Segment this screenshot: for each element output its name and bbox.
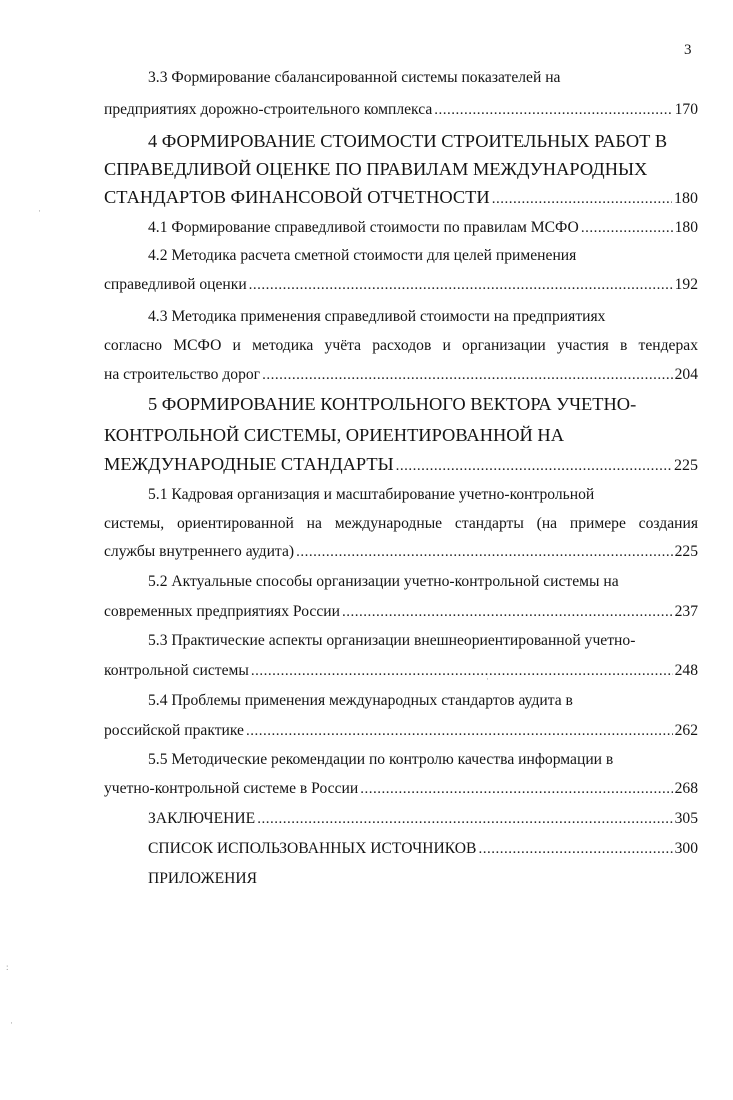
- toc-entry-conclusion: [148, 804, 698, 833]
- toc-leader-dots: [492, 185, 672, 214]
- toc-entry-4-2-line1: 4.2 Методика расчета сметной стоимости для целей применения: [148, 247, 577, 264]
- toc-leader-dots: [342, 598, 673, 627]
- toc-entry-5-1-line3: [104, 537, 698, 566]
- toc-chapter-5-line1: 5 ФОРМИРОВАНИЕ КОНТРОЛЬНОГО ВЕКТОРА УЧЕТНО-: [148, 394, 637, 414]
- toc-entry-4-3-line1: 4.3 Методика применения справедливой стоимости на предприятиях: [148, 308, 606, 325]
- toc-chapter-4-line3: [104, 183, 698, 212]
- toc-page-ref: 204: [674, 366, 698, 383]
- toc-entry-5-3-line1: 5.3 Практические аспекты организации внешнеориентированной учетно-: [148, 632, 636, 649]
- toc-page-ref: 192: [674, 276, 698, 293]
- toc-entry-3-3-line2: [104, 95, 698, 124]
- toc-leader-dots: [360, 775, 672, 804]
- toc-page-ref: 237: [674, 603, 698, 620]
- toc-entry-text: 4.1 Формирование справедливой стоимости по правилам МСФО: [148, 219, 579, 236]
- toc-chapter-5-line3: [104, 450, 698, 479]
- toc-entry-text: ЗАКЛЮЧЕНИЕ: [148, 810, 256, 827]
- toc-page-ref: 262: [674, 722, 698, 739]
- toc-entry-text: службы внутреннего аудита): [104, 543, 295, 560]
- toc-leader-dots: [296, 538, 673, 567]
- toc-page-ref: 305: [674, 810, 698, 827]
- toc-leader-dots: [251, 657, 673, 686]
- toc-entry-text: предприятиях дорожно-строительного комплекса: [104, 101, 433, 118]
- page-number: 3: [684, 42, 692, 58]
- toc-entry-4-3-line2: согласно МСФО и методика учёта расходов и организации участия в тендерах: [104, 337, 698, 354]
- toc-entry-appendix: ПРИЛОЖЕНИЯ: [148, 870, 258, 887]
- toc-entry-3-3-line1: 3.3 Формирование сбалансированной системы показателей на: [148, 69, 561, 86]
- toc-leader-dots: [262, 361, 673, 390]
- toc-entry-text: современных предприятиях России: [104, 603, 340, 620]
- toc-entry-5-5-line1: 5.5 Методические рекомендации по контролю качества информации в: [148, 751, 614, 768]
- toc-leader-dots: [434, 96, 672, 125]
- toc-entry-4-2-line2: [104, 270, 698, 299]
- toc-entry-text: СПИСОК ИСПОЛЬЗОВАННЫХ ИСТОЧНИКОВ: [148, 840, 477, 857]
- toc-leader-dots: [478, 835, 672, 864]
- toc-leader-dots: [257, 805, 672, 834]
- toc-entry-5-4-line2: [104, 716, 698, 745]
- toc-page-ref: 225: [674, 457, 698, 474]
- toc-leader-dots: [246, 717, 673, 746]
- toc-entry-5-2-line2: [104, 597, 698, 626]
- toc-leader-dots: [581, 214, 673, 243]
- toc-entry-text: учетно-контрольной системе в России: [104, 780, 359, 797]
- toc-entry-text: МЕЖДУНАРОДНЫЕ СТАНДАРТЫ: [104, 454, 394, 474]
- toc-entry-text: контрольной системы: [104, 662, 249, 679]
- toc-entry-4-1: [148, 213, 698, 242]
- toc-entry-4-3-line3: [104, 360, 698, 389]
- scan-speck: ·: [10, 1018, 13, 1028]
- toc-chapter-4-line1: 4 ФОРМИРОВАНИЕ СТОИМОСТИ СТРОИТЕЛЬНЫХ РАБОТ В: [148, 131, 668, 151]
- toc-leader-dots: [396, 452, 672, 481]
- toc-page-ref: 300: [674, 840, 698, 857]
- toc-entry-5-2-line1: 5.2 Актуальные способы организации учетно-контрольной системы на: [148, 573, 619, 590]
- toc-entry-5-1-line1: 5.1 Кадровая организация и масштабирование учетно-контрольной: [148, 486, 595, 503]
- toc-page-ref: 180: [674, 190, 698, 207]
- scan-speck: ·: [38, 206, 41, 216]
- scan-speck: ·: [486, 674, 489, 684]
- toc-page-ref: 248: [674, 662, 698, 679]
- scan-speck: :: [6, 962, 9, 972]
- toc-entry-5-1-line2: системы, ориентированной на международные стандарты (на примере создания: [104, 515, 698, 532]
- toc-leader-dots: [249, 271, 673, 300]
- toc-page-ref: 225: [674, 543, 698, 560]
- toc-chapter-4-line2: СПРАВЕДЛИВОЙ ОЦЕНКЕ ПО ПРАВИЛАМ МЕЖДУНАРОДНЫХ: [104, 159, 648, 179]
- toc-page-ref: 180: [674, 219, 698, 236]
- toc-entry-5-5-line2: [104, 774, 698, 803]
- toc-entry-5-4-line1: 5.4 Проблемы применения международных стандартов аудита в: [148, 692, 573, 709]
- toc-entry-text: российской практике: [104, 722, 244, 739]
- toc-page-ref: 268: [674, 780, 698, 797]
- toc-entry-5-3-line2: [104, 656, 698, 685]
- toc-entry-sources: [148, 834, 698, 863]
- toc-chapter-5-line2: КОНТРОЛЬНОЙ СИСТЕМЫ, ОРИЕНТИРОВАННОЙ НА: [104, 425, 564, 445]
- toc-entry-text: на строительство дорог: [104, 366, 261, 383]
- toc-entry-text: справедливой оценки: [104, 276, 247, 293]
- toc-entry-text: СТАНДАРТОВ ФИНАНСОВОЙ ОТЧЕТНОСТИ: [104, 187, 490, 207]
- toc-page-ref: 170: [674, 101, 698, 118]
